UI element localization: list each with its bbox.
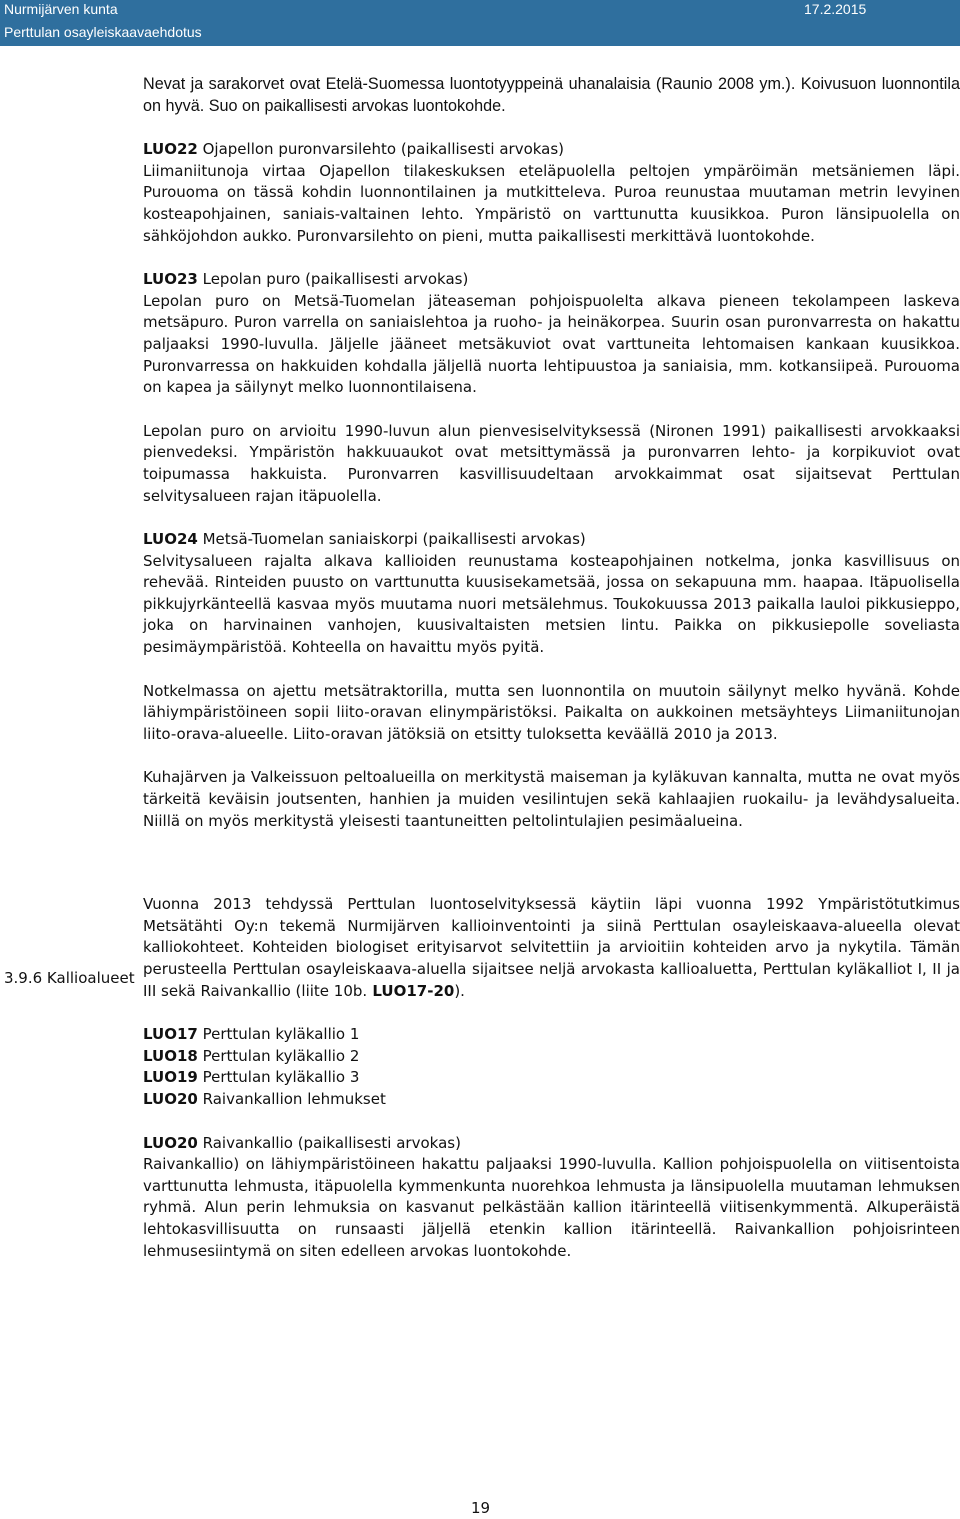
rock-area-list — [143, 1024, 960, 1110]
list-item-label: Perttulan kyläkallio 2 — [197, 1046, 360, 1065]
vuonna-text: Vuonna 2013 tehdyssä Perttulan luontoselvityksessä käytiin läpi vuonna 1992 Ympäristötutkimus Metsätähti Oy:n tekemä Nurmijärven kallioinventointi ja siinä Perttulan osayleiskaava-alueella olevat kalliokohteet. Kohteiden biologiset erityisarvot selvitettiin ja arvioitiin kohteiden arvo ja nykytila. Tämän perusteella Perttulan osayleiskaava-aluella sijaitsee neljä arvokasta kallioaluetta, Perttulan kyläkalliot I, II ja III sekä Raivankallio (liite 10b. — [143, 895, 960, 1000]
list-item-label: Perttulan kyläkallio 3 — [197, 1068, 360, 1087]
list-item-code: LUO17 — [143, 1025, 198, 1044]
vuonna-paragraph — [143, 894, 960, 1002]
notkelma-paragraph: Notkelmassa on ajettu metsätraktorilla, mutta sen luonnontila on muutoin säilynyt melko hyvänä. Kohde lähiympäristöineen sopii liito-oravan elinympäristöksi. Paikalta on aukkoinen metsäyhteys Liimaniitunojan liito-orava-alueelle. Liito-oravan jätöksiä on etsitty tuloksetta keväällä 2010 ja 2013. — [143, 681, 960, 743]
kuhajarvi-paragraph: Kuhajärven ja Valkeissuon peltoalueilla on merkitystä maiseman ja kyläkuvan kannalta, mutta ne ovat myös tärkeitä keväisin joutsenten, hanhien ja muiden vesilintujen sekä kahlaajien ruokailu- ja levähdysalueita. Niillä on myös merkitystä yleisesti taantuneitten peltolintulajien pesimäalueina. — [143, 768, 960, 830]
luo24-code: LUO24 — [143, 530, 198, 549]
luo23-text: Lepolan puro on Metsä-Tuomelan jäteaseman pohjoispuolelta alkava pieneen tekolampeen laskeva metsäpuro. Puron varrella on saniaislehtoa ja ruoho- ja heinäkorpea. Suurin osan puronvarresta on hakattu paljaaksi 1990-luvulla. Jäljelle jääneet metsäkuviot ovat varttuneita lehtomaisen kankaan kuusikkoa. Puronvarressa on hakkuiden kohdalla jäljellä nuorta lehtipuustoa ja saniaisia, mm. kotkansiipeä. Purouoma on kapea ja säilynyt melko luonnontilaisena. — [143, 291, 960, 397]
list-item — [143, 1067, 960, 1089]
list-item-code: LUO18 — [143, 1046, 198, 1065]
luo20-block — [143, 1133, 960, 1263]
section-heading: 3.9.6 Kallioalueet — [4, 969, 135, 987]
list-item-code: LUO20 — [143, 1089, 198, 1108]
header-document-title: Perttulan osayleiskaavaehdotus — [4, 24, 202, 40]
luo23-block — [143, 269, 960, 399]
list-item — [143, 1046, 960, 1068]
vuonna-tail: ). — [454, 981, 465, 1000]
luo23-title: Lepolan puro (paikallisesti arvokas) — [197, 270, 469, 289]
luo23-code: LUO23 — [143, 270, 198, 289]
section-gap — [143, 854, 960, 894]
luo24-title: Metsä-Tuomelan saniaiskorpi (paikallisesti arvokas) — [197, 530, 586, 549]
header-organization: Nurmijärven kunta — [4, 1, 118, 17]
luo20-text: Raivankallio) on lähiympäristöineen hakattu paljaaksi 1990-luvulla. Kallion pohjoispuolella on viitisentoista varttunutta lehmusta, itäpuolella kymmenkunta nuorehkoa lehmusta ja länsipuolella muutaman lehmuksen ryhmä. Alun perin lehmuksia on kasvanut pelkästään kallion itärinteellä viitisenkymmentä. Alkuperäistä lehtokasvillisuutta on runsaasti jäljellä etenkin kallion itärinteellä. Raivankallion pohjoisrinteen lehmusesiintymä on siten edelleen arvokas luontokohde. — [143, 1155, 960, 1260]
lepola-paragraph: Lepolan puro on arvioitu 1990-luvun alun pienvesiselvityksessä (Nironen 1991) paikallisesti arvokkaaksi pienvedeksi. Ympäristön hakkuuaukot ovat metsittymässä ja puronvarren lehto- ja korpikuviot ovat toipumassa hakkuista. Puronvarren kasvillisuudeltaan arvokkaimmat osat sijaitsevat Perttulan selvitysalueen rajan itäpuolella. — [143, 421, 960, 505]
list-item-label: Raivankallion lehmukset — [197, 1089, 386, 1108]
page-number: 19 — [471, 1499, 491, 1517]
luo22-code: LUO22 — [143, 140, 198, 159]
luo24-block — [143, 529, 960, 659]
header-date: 17.2.2015 — [804, 1, 867, 17]
luo20-code: LUO20 — [143, 1133, 198, 1152]
luo22-title: Ojapellon puronvarsilehto (paikallisesti arvokas) — [197, 140, 565, 159]
luo22-text: Liimaniitunoja virtaa Ojapellon tilakeskuksen eteläpuolella peltojen ympäröimän metsäniemen läpi. Purouoma on tässä kohdin luonnontilainen ja mutkitteleva. Puroa reunustaa muutaman metrin levyinen kosteapohjainen, saniais-valtainen lehto. Ympäristö on varttunutta kuusikkoa. Puron länsipuolella on sähköjohdon aukko. Puronvarsilehto on pieni, mutta paikallisesti merkittävä luontokohde. — [143, 161, 960, 245]
luo20-title: Raivankallio (paikallisesti arvokas) — [197, 1133, 461, 1152]
document-body — [143, 74, 960, 1284]
luo22-block — [143, 139, 960, 247]
luo24-text: Selvitysalueen rajalta alkava kallioiden reunustama kosteapohjainen notkelma, jonka kasvillisuus on rehevää. Rinteiden puusto on varttunutta kuusisekametsää, jossa on sekapuuna mm. haapaa. Itäpuolisella pikkujyrkänteellä kasvaa myös muutama nuori metsälehmus. Toukokuussa 2013 paikalla lauloi pikkusieppo, joka on harvinainen vanhojen, kuusivaltaisten metsien lintu. Paikka on pikkusiepolle soveliasta pesimäympäristöä. Kohteella on havaittu myös pyitä. — [143, 551, 960, 657]
list-item — [143, 1089, 960, 1111]
list-item-code: LUO19 — [143, 1068, 198, 1087]
list-item-label: Perttulan kyläkallio 1 — [197, 1025, 360, 1044]
list-item — [143, 1024, 960, 1046]
vuonna-code: LUO17-20 — [367, 981, 455, 1000]
intro-paragraph: Nevat ja sarakorvet ovat Etelä-Suomessa luontotyyppeinä uhanalaisia (Raunio 2008 ym.). Koivusuon luonnontila on hyvä. Suo on paikallisesti arvokas luontokohde. — [143, 75, 960, 115]
page-header — [0, 0, 960, 46]
